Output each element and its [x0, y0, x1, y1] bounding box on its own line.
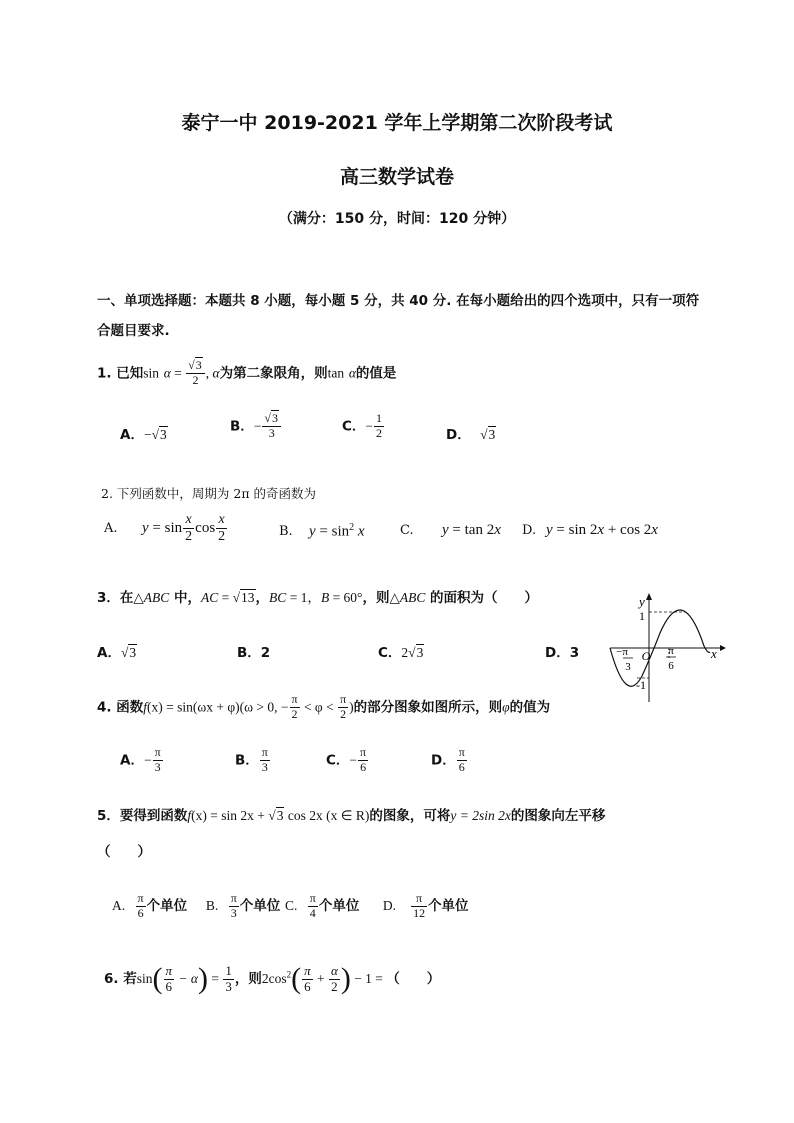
q1-option-b[interactable]: B．− $\frac{√3}{3}$ — [230, 412, 282, 441]
q1-option-a[interactable]: A．−√3 — [120, 427, 167, 443]
q3-option-a[interactable]: A．√3 — [97, 645, 137, 661]
exam-info: （满分：150 分，时间：120 分钟） — [278, 211, 516, 227]
y-axis-label: y — [639, 594, 645, 609]
q5-option-a[interactable]: A. $\frac{\pi}{6}$ 个单位 — [112, 891, 188, 920]
q2-option-a[interactable]: A. y = sin $\frac{x}{2}$ cos $\frac{x}{2}$ — [104, 512, 226, 545]
exam-title: 泰宁一中 2019-2021 学年上学期第二次阶段考试 — [181, 112, 613, 134]
question-6-stem: 6. 若sin( $\frac{\pi}{6}$ − α) = $\frac{1}{3}$ ，则$2\cos^2$( $\frac{\pi}{6}$ + $\frac{\alpha}{2}$ ) − 1 = （ ） — [104, 962, 441, 995]
x-tick-neg-pi-3-den: 3 — [625, 661, 631, 673]
q5-options — [112, 892, 469, 921]
origin-label: O — [641, 649, 651, 663]
question-1-stem: 1. 已知sin α = $\frac{√3}{2}$ , α为第二象限角，则tan α的值是 — [97, 358, 397, 387]
q2-option-b[interactable]: B. $y = \sin^2 x$ — [279, 522, 365, 540]
sine-graph — [608, 588, 738, 706]
q5-option-d[interactable]: D. $\frac{\pi}{12}$ 个单位 — [382, 891, 469, 920]
q2-option-d[interactable]: D. y = sin 2x + cos 2x — [522, 522, 658, 538]
q3-option-b[interactable]: B．2 — [237, 645, 271, 661]
x-tick-neg-pi-3-num: −π — [616, 646, 628, 658]
q3-option-c[interactable]: C．2√3 — [378, 645, 424, 661]
x-axis-label: x — [711, 646, 717, 661]
section-heading-cont: 合题目要求. — [97, 323, 170, 339]
q2-option-c[interactable]: C. y = tan 2x — [400, 522, 501, 538]
q4-option-a[interactable]: A．− $\frac{\pi}{3}$ — [120, 745, 161, 774]
y-axis-arrow — [646, 593, 652, 600]
question-3-stem: 3．在△ABC 中，AC = √13，BC = 1，B = 60°，则△ABC 的面积为（ ） — [97, 590, 539, 606]
question-5-paren[interactable]: （ ） — [97, 844, 151, 860]
question-4-stem: 4. 函数f(x) = sin(ωx + φ)(ω > 0, − $\frac{\pi}{2}$ < φ < $\frac{\pi}{2}$ )的部分图象如图所示，则φ的值为 — [97, 692, 551, 721]
y-tick-neg-one: -1 — [636, 678, 646, 692]
x-axis-arrow — [720, 645, 726, 651]
question-5-stem: 5．要得到函数f(x) = sin 2x + √3 cos 2x (x ∈ R)的图象，可将y = 2sin 2x的图象向左平移 — [97, 808, 606, 824]
q1-option-d[interactable]: D． √3 — [446, 427, 496, 443]
exam-subtitle: 高三数学试卷 — [339, 166, 454, 188]
x-tick-pi-6-num: π — [668, 645, 674, 657]
x-tick-pi-6-den: 6 — [668, 660, 674, 672]
q4-option-d[interactable]: D． $\frac{\pi}{6}$ — [431, 745, 465, 774]
q1-option-c[interactable]: C．− $\frac{1}{2}$ — [342, 411, 383, 440]
q4-option-b[interactable]: B． $\frac{\pi}{3}$ — [235, 745, 268, 774]
y-tick-one: 1 — [639, 609, 645, 623]
q5-option-c[interactable]: C. $\frac{\pi}{4}$ 个单位 — [284, 891, 360, 920]
question-2-stem: 2. 下列函数中，周期为 2π 的奇函数为 — [101, 486, 317, 501]
q3-option-d[interactable]: D．3 — [545, 645, 580, 661]
q5-option-b[interactable]: B. $\frac{\pi}{3}$ 个单位 — [205, 891, 281, 920]
section-heading: 一、单项选择题：本题共 8 小题，每小题 5 分，共 40 分. 在每小题给出的四个选项中，只有一项符 — [97, 293, 700, 309]
q4-option-c[interactable]: C．− $\frac{\pi}{6}$ — [326, 745, 367, 774]
